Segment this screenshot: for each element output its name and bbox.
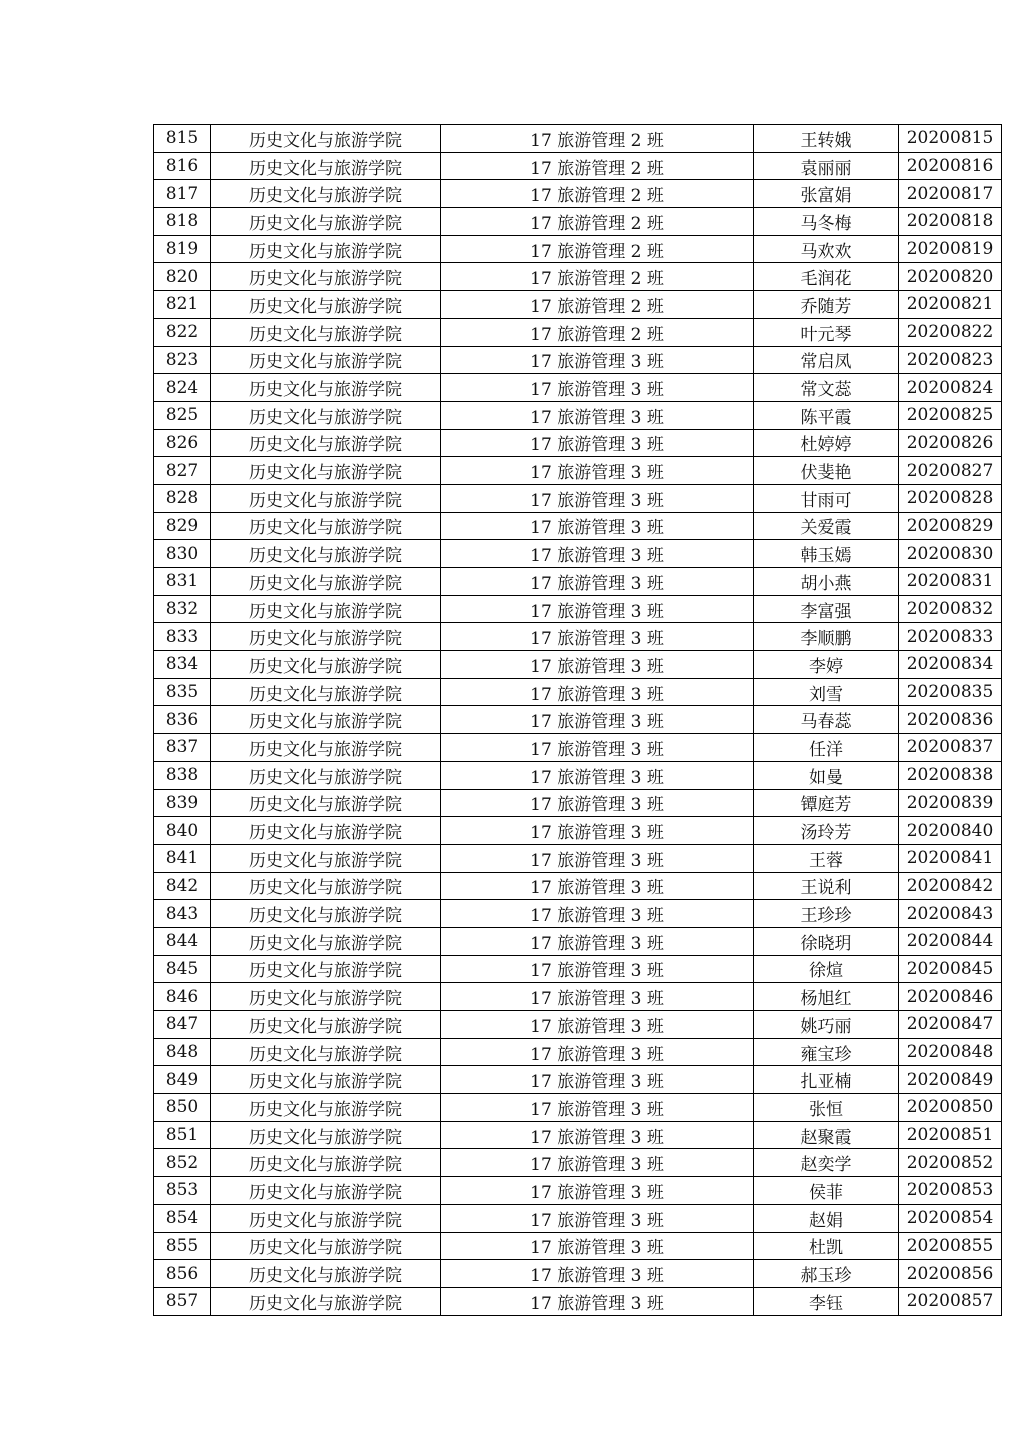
- college-cell: 历史文化与旅游学院: [211, 1287, 441, 1315]
- student-name-cell: 赵奕学: [754, 1149, 899, 1177]
- student-name-cell: 叶元琴: [754, 318, 899, 346]
- table-row: [154, 1011, 1002, 1039]
- student-roster-table: [153, 124, 1002, 1316]
- table-row: [154, 1149, 1002, 1177]
- student-id-cell: 20200829: [899, 512, 1002, 540]
- student-id-cell: 20200830: [899, 540, 1002, 568]
- student-name-cell: 甘雨可: [754, 484, 899, 512]
- college-cell: 历史文化与旅游学院: [211, 955, 441, 983]
- college-cell: 历史文化与旅游学院: [211, 900, 441, 928]
- row-number-cell: 849: [154, 1066, 211, 1094]
- student-id-cell: 20200852: [899, 1149, 1002, 1177]
- row-number-cell: 851: [154, 1121, 211, 1149]
- student-id-cell: 20200816: [899, 152, 1002, 180]
- class-cell: 17 旅游管理 3 班: [441, 623, 754, 651]
- row-number-cell: 846: [154, 983, 211, 1011]
- college-cell: 历史文化与旅游学院: [211, 678, 441, 706]
- row-number-cell: 840: [154, 817, 211, 845]
- college-cell: 历史文化与旅游学院: [211, 1011, 441, 1039]
- student-name-cell: 王说利: [754, 872, 899, 900]
- student-id-cell: 20200836: [899, 706, 1002, 734]
- college-cell: 历史文化与旅游学院: [211, 983, 441, 1011]
- row-number-cell: 815: [154, 125, 211, 153]
- class-cell: 17 旅游管理 3 班: [441, 651, 754, 679]
- table-row: [154, 125, 1002, 153]
- college-cell: 历史文化与旅游学院: [211, 595, 441, 623]
- class-cell: 17 旅游管理 2 班: [441, 235, 754, 263]
- class-cell: 17 旅游管理 3 班: [441, 1260, 754, 1288]
- college-cell: 历史文化与旅游学院: [211, 761, 441, 789]
- class-cell: 17 旅游管理 3 班: [441, 374, 754, 402]
- student-id-cell: 20200855: [899, 1232, 1002, 1260]
- row-number-cell: 830: [154, 540, 211, 568]
- class-cell: 17 旅游管理 2 班: [441, 180, 754, 208]
- student-name-cell: 扎亚楠: [754, 1066, 899, 1094]
- student-id-cell: 20200825: [899, 401, 1002, 429]
- row-number-cell: 822: [154, 318, 211, 346]
- student-id-cell: 20200851: [899, 1121, 1002, 1149]
- student-id-cell: 20200822: [899, 318, 1002, 346]
- table-row: [154, 1066, 1002, 1094]
- class-cell: 17 旅游管理 3 班: [441, 872, 754, 900]
- student-name-cell: 张富娟: [754, 180, 899, 208]
- college-cell: 历史文化与旅游学院: [211, 512, 441, 540]
- table-row: [154, 540, 1002, 568]
- college-cell: 历史文化与旅游学院: [211, 401, 441, 429]
- student-id-cell: 20200857: [899, 1287, 1002, 1315]
- row-number-cell: 856: [154, 1260, 211, 1288]
- table-row: [154, 595, 1002, 623]
- table-row: [154, 291, 1002, 319]
- student-id-cell: 20200847: [899, 1011, 1002, 1039]
- student-id-cell: 20200835: [899, 678, 1002, 706]
- student-name-cell: 杜凯: [754, 1232, 899, 1260]
- student-id-cell: 20200819: [899, 235, 1002, 263]
- row-number-cell: 834: [154, 651, 211, 679]
- table-row: [154, 318, 1002, 346]
- class-cell: 17 旅游管理 3 班: [441, 401, 754, 429]
- class-cell: 17 旅游管理 3 班: [441, 1094, 754, 1122]
- student-name-cell: 陈平霞: [754, 401, 899, 429]
- table-row: [154, 623, 1002, 651]
- row-number-cell: 824: [154, 374, 211, 402]
- row-number-cell: 819: [154, 235, 211, 263]
- student-name-cell: 杨旭红: [754, 983, 899, 1011]
- college-cell: 历史文化与旅游学院: [211, 208, 441, 236]
- row-number-cell: 835: [154, 678, 211, 706]
- student-name-cell: 张恒: [754, 1094, 899, 1122]
- table-row: [154, 734, 1002, 762]
- table-row: [154, 1038, 1002, 1066]
- table-row: [154, 374, 1002, 402]
- roster-body: [154, 125, 1002, 1316]
- college-cell: 历史文化与旅游学院: [211, 484, 441, 512]
- row-number-cell: 837: [154, 734, 211, 762]
- class-cell: 17 旅游管理 2 班: [441, 152, 754, 180]
- college-cell: 历史文化与旅游学院: [211, 291, 441, 319]
- student-name-cell: 杜婷婷: [754, 429, 899, 457]
- table-row: [154, 872, 1002, 900]
- college-cell: 历史文化与旅游学院: [211, 1094, 441, 1122]
- table-row: [154, 1260, 1002, 1288]
- row-number-cell: 855: [154, 1232, 211, 1260]
- student-id-cell: 20200841: [899, 844, 1002, 872]
- class-cell: 17 旅游管理 3 班: [441, 789, 754, 817]
- student-name-cell: 徐煊: [754, 955, 899, 983]
- class-cell: 17 旅游管理 3 班: [441, 457, 754, 485]
- college-cell: 历史文化与旅游学院: [211, 706, 441, 734]
- student-id-cell: 20200820: [899, 263, 1002, 291]
- class-cell: 17 旅游管理 3 班: [441, 1149, 754, 1177]
- table-row: [154, 761, 1002, 789]
- college-cell: 历史文化与旅游学院: [211, 1260, 441, 1288]
- table-row: [154, 263, 1002, 291]
- student-id-cell: 20200844: [899, 927, 1002, 955]
- class-cell: 17 旅游管理 3 班: [441, 844, 754, 872]
- class-cell: 17 旅游管理 3 班: [441, 1066, 754, 1094]
- row-number-cell: 850: [154, 1094, 211, 1122]
- student-id-cell: 20200824: [899, 374, 1002, 402]
- student-id-cell: 20200842: [899, 872, 1002, 900]
- row-number-cell: 827: [154, 457, 211, 485]
- class-cell: 17 旅游管理 3 班: [441, 927, 754, 955]
- row-number-cell: 821: [154, 291, 211, 319]
- table-row: [154, 955, 1002, 983]
- student-name-cell: 王转娥: [754, 125, 899, 153]
- college-cell: 历史文化与旅游学院: [211, 872, 441, 900]
- class-cell: 17 旅游管理 3 班: [441, 1204, 754, 1232]
- class-cell: 17 旅游管理 3 班: [441, 1011, 754, 1039]
- college-cell: 历史文化与旅游学院: [211, 318, 441, 346]
- college-cell: 历史文化与旅游学院: [211, 651, 441, 679]
- student-id-cell: 20200846: [899, 983, 1002, 1011]
- student-id-cell: 20200821: [899, 291, 1002, 319]
- student-id-cell: 20200840: [899, 817, 1002, 845]
- row-number-cell: 838: [154, 761, 211, 789]
- table-row: [154, 180, 1002, 208]
- student-id-cell: 20200815: [899, 125, 1002, 153]
- student-name-cell: 袁丽丽: [754, 152, 899, 180]
- college-cell: 历史文化与旅游学院: [211, 263, 441, 291]
- row-number-cell: 818: [154, 208, 211, 236]
- student-id-cell: 20200837: [899, 734, 1002, 762]
- row-number-cell: 857: [154, 1287, 211, 1315]
- class-cell: 17 旅游管理 3 班: [441, 1232, 754, 1260]
- table-row: [154, 651, 1002, 679]
- student-id-cell: 20200845: [899, 955, 1002, 983]
- class-cell: 17 旅游管理 3 班: [441, 346, 754, 374]
- student-name-cell: 常文蕊: [754, 374, 899, 402]
- student-id-cell: 20200817: [899, 180, 1002, 208]
- class-cell: 17 旅游管理 2 班: [441, 125, 754, 153]
- table-row: [154, 817, 1002, 845]
- table-row: [154, 678, 1002, 706]
- table-row: [154, 235, 1002, 263]
- table-row: [154, 844, 1002, 872]
- class-cell: 17 旅游管理 3 班: [441, 595, 754, 623]
- student-name-cell: 常启凤: [754, 346, 899, 374]
- table-row: [154, 484, 1002, 512]
- student-name-cell: 侯菲: [754, 1177, 899, 1205]
- row-number-cell: 841: [154, 844, 211, 872]
- college-cell: 历史文化与旅游学院: [211, 374, 441, 402]
- student-id-cell: 20200853: [899, 1177, 1002, 1205]
- class-cell: 17 旅游管理 3 班: [441, 540, 754, 568]
- table-row: [154, 1232, 1002, 1260]
- class-cell: 17 旅游管理 3 班: [441, 706, 754, 734]
- college-cell: 历史文化与旅游学院: [211, 817, 441, 845]
- student-name-cell: 汤玲芳: [754, 817, 899, 845]
- row-number-cell: 853: [154, 1177, 211, 1205]
- class-cell: 17 旅游管理 3 班: [441, 1177, 754, 1205]
- row-number-cell: 842: [154, 872, 211, 900]
- row-number-cell: 843: [154, 900, 211, 928]
- student-id-cell: 20200849: [899, 1066, 1002, 1094]
- class-cell: 17 旅游管理 3 班: [441, 484, 754, 512]
- student-name-cell: 马欢欢: [754, 235, 899, 263]
- student-name-cell: 马冬梅: [754, 208, 899, 236]
- student-name-cell: 王蓉: [754, 844, 899, 872]
- class-cell: 17 旅游管理 3 班: [441, 761, 754, 789]
- row-number-cell: 854: [154, 1204, 211, 1232]
- student-id-cell: 20200856: [899, 1260, 1002, 1288]
- class-cell: 17 旅游管理 3 班: [441, 734, 754, 762]
- table-row: [154, 1287, 1002, 1315]
- student-name-cell: 刘雪: [754, 678, 899, 706]
- table-row: [154, 152, 1002, 180]
- college-cell: 历史文化与旅游学院: [211, 540, 441, 568]
- student-id-cell: 20200832: [899, 595, 1002, 623]
- table-row: [154, 1094, 1002, 1122]
- college-cell: 历史文化与旅游学院: [211, 568, 441, 596]
- row-number-cell: 829: [154, 512, 211, 540]
- class-cell: 17 旅游管理 3 班: [441, 678, 754, 706]
- table-row: [154, 927, 1002, 955]
- table-row: [154, 1204, 1002, 1232]
- student-name-cell: 李钰: [754, 1287, 899, 1315]
- student-name-cell: 赵聚霞: [754, 1121, 899, 1149]
- row-number-cell: 816: [154, 152, 211, 180]
- college-cell: 历史文化与旅游学院: [211, 1121, 441, 1149]
- student-id-cell: 20200834: [899, 651, 1002, 679]
- student-name-cell: 韩玉嫣: [754, 540, 899, 568]
- row-number-cell: 833: [154, 623, 211, 651]
- class-cell: 17 旅游管理 3 班: [441, 429, 754, 457]
- table-row: [154, 983, 1002, 1011]
- student-id-cell: 20200839: [899, 789, 1002, 817]
- row-number-cell: 817: [154, 180, 211, 208]
- table-row: [154, 512, 1002, 540]
- student-name-cell: 如曼: [754, 761, 899, 789]
- student-id-cell: 20200823: [899, 346, 1002, 374]
- student-name-cell: 关爱霞: [754, 512, 899, 540]
- student-name-cell: 李顺鹏: [754, 623, 899, 651]
- student-id-cell: 20200848: [899, 1038, 1002, 1066]
- row-number-cell: 844: [154, 927, 211, 955]
- table-row: [154, 568, 1002, 596]
- college-cell: 历史文化与旅游学院: [211, 346, 441, 374]
- class-cell: 17 旅游管理 3 班: [441, 1038, 754, 1066]
- student-id-cell: 20200831: [899, 568, 1002, 596]
- class-cell: 17 旅游管理 3 班: [441, 983, 754, 1011]
- college-cell: 历史文化与旅游学院: [211, 1204, 441, 1232]
- student-name-cell: 姚巧丽: [754, 1011, 899, 1039]
- row-number-cell: 852: [154, 1149, 211, 1177]
- row-number-cell: 848: [154, 1038, 211, 1066]
- student-name-cell: 镡庭芳: [754, 789, 899, 817]
- row-number-cell: 823: [154, 346, 211, 374]
- student-id-cell: 20200833: [899, 623, 1002, 651]
- class-cell: 17 旅游管理 3 班: [441, 1287, 754, 1315]
- college-cell: 历史文化与旅游学院: [211, 789, 441, 817]
- class-cell: 17 旅游管理 3 班: [441, 955, 754, 983]
- student-name-cell: 郝玉珍: [754, 1260, 899, 1288]
- class-cell: 17 旅游管理 3 班: [441, 568, 754, 596]
- college-cell: 历史文化与旅游学院: [211, 180, 441, 208]
- class-cell: 17 旅游管理 2 班: [441, 291, 754, 319]
- table-row: [154, 429, 1002, 457]
- row-number-cell: 839: [154, 789, 211, 817]
- student-name-cell: 徐晓玥: [754, 927, 899, 955]
- student-name-cell: 马春蕊: [754, 706, 899, 734]
- row-number-cell: 820: [154, 263, 211, 291]
- student-name-cell: 赵娟: [754, 1204, 899, 1232]
- student-name-cell: 李富强: [754, 595, 899, 623]
- table-row: [154, 900, 1002, 928]
- table-row: [154, 346, 1002, 374]
- student-name-cell: 李婷: [754, 651, 899, 679]
- class-cell: 17 旅游管理 2 班: [441, 263, 754, 291]
- table-row: [154, 457, 1002, 485]
- college-cell: 历史文化与旅游学院: [211, 844, 441, 872]
- table-row: [154, 706, 1002, 734]
- student-id-cell: 20200828: [899, 484, 1002, 512]
- student-id-cell: 20200818: [899, 208, 1002, 236]
- row-number-cell: 831: [154, 568, 211, 596]
- student-id-cell: 20200850: [899, 1094, 1002, 1122]
- college-cell: 历史文化与旅游学院: [211, 125, 441, 153]
- table-row: [154, 401, 1002, 429]
- class-cell: 17 旅游管理 3 班: [441, 1121, 754, 1149]
- student-name-cell: 伏斐艳: [754, 457, 899, 485]
- row-number-cell: 845: [154, 955, 211, 983]
- student-name-cell: 任洋: [754, 734, 899, 762]
- college-cell: 历史文化与旅游学院: [211, 1232, 441, 1260]
- class-cell: 17 旅游管理 2 班: [441, 318, 754, 346]
- table-row: [154, 208, 1002, 236]
- college-cell: 历史文化与旅游学院: [211, 623, 441, 651]
- class-cell: 17 旅游管理 3 班: [441, 817, 754, 845]
- student-id-cell: 20200843: [899, 900, 1002, 928]
- student-name-cell: 雍宝珍: [754, 1038, 899, 1066]
- student-id-cell: 20200854: [899, 1204, 1002, 1232]
- college-cell: 历史文化与旅游学院: [211, 152, 441, 180]
- college-cell: 历史文化与旅游学院: [211, 1066, 441, 1094]
- student-name-cell: 毛润花: [754, 263, 899, 291]
- student-name-cell: 王珍珍: [754, 900, 899, 928]
- student-name-cell: 胡小燕: [754, 568, 899, 596]
- row-number-cell: 825: [154, 401, 211, 429]
- student-id-cell: 20200838: [899, 761, 1002, 789]
- class-cell: 17 旅游管理 2 班: [441, 208, 754, 236]
- college-cell: 历史文化与旅游学院: [211, 1177, 441, 1205]
- college-cell: 历史文化与旅游学院: [211, 927, 441, 955]
- student-id-cell: 20200827: [899, 457, 1002, 485]
- row-number-cell: 826: [154, 429, 211, 457]
- student-name-cell: 乔随芳: [754, 291, 899, 319]
- row-number-cell: 828: [154, 484, 211, 512]
- student-id-cell: 20200826: [899, 429, 1002, 457]
- row-number-cell: 836: [154, 706, 211, 734]
- college-cell: 历史文化与旅游学院: [211, 457, 441, 485]
- college-cell: 历史文化与旅游学院: [211, 734, 441, 762]
- college-cell: 历史文化与旅游学院: [211, 1149, 441, 1177]
- college-cell: 历史文化与旅游学院: [211, 429, 441, 457]
- class-cell: 17 旅游管理 3 班: [441, 900, 754, 928]
- table-row: [154, 789, 1002, 817]
- table-row: [154, 1121, 1002, 1149]
- table-row: [154, 1177, 1002, 1205]
- row-number-cell: 832: [154, 595, 211, 623]
- college-cell: 历史文化与旅游学院: [211, 235, 441, 263]
- class-cell: 17 旅游管理 3 班: [441, 512, 754, 540]
- row-number-cell: 847: [154, 1011, 211, 1039]
- college-cell: 历史文化与旅游学院: [211, 1038, 441, 1066]
